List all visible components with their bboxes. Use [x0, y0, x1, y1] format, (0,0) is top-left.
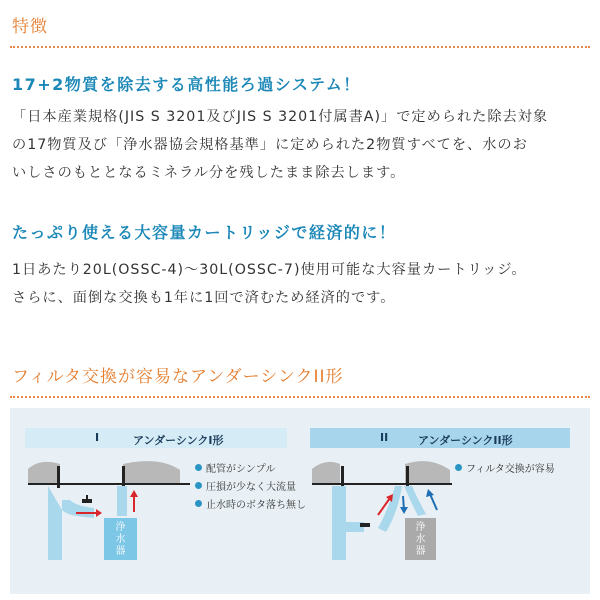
faucet-stem [122, 466, 125, 488]
bullet-item [455, 458, 555, 476]
type2-illustration [312, 461, 452, 560]
sink-basin [312, 462, 340, 483]
faucet-stem [406, 466, 409, 488]
device-char: 水 [115, 534, 126, 545]
device-char: 浄 [415, 522, 426, 533]
device-char: 器 [415, 546, 426, 557]
text-line: 1日あたり20L(OSSC-4)〜30L(OSSC-7)使用可能な大容量カートリッジ。 [12, 262, 527, 278]
type1-label: アンダーシンクI形 [133, 434, 224, 447]
bullet-text: フィルタ交換が容易 [466, 463, 555, 475]
type1-roman: I [95, 431, 100, 444]
sink-basin [28, 462, 60, 483]
text-line: さらに、面倒な交換も1年に1回で済むため経済的です。 [12, 290, 396, 306]
drain-pipe [332, 486, 364, 560]
text-line: いしさのもととなるミネラル分を残したまま除去します。 [12, 165, 406, 181]
faucet-stem [341, 466, 344, 488]
bullet-dot [195, 482, 202, 489]
bullet-dot [195, 500, 202, 507]
text-line: 「日本産業規格(JIS S 3201及びJIS S 3201付属書A)」で定められた除去対象 [12, 109, 549, 125]
type2-roman: II [380, 431, 389, 444]
device-char: 器 [115, 546, 126, 557]
valve-stem [86, 495, 88, 501]
type1-illustration [28, 461, 190, 560]
sink-basin [123, 461, 180, 483]
flow-arrow [430, 494, 437, 510]
feature-heading-filtration: 17+2物質を除去する高性能ろ過システム！ [12, 75, 361, 94]
bullet-dot [455, 464, 462, 471]
device-char: 浄 [115, 522, 126, 533]
bullet-text: 配管がシンプル [206, 463, 276, 475]
flow-arrow-head [400, 507, 408, 514]
flow-arrow-head [130, 490, 138, 497]
supply-pipe [117, 486, 127, 516]
valve [360, 523, 370, 527]
bullet-item [195, 476, 306, 494]
flow-arrow-head [96, 509, 102, 517]
bullet-dot [195, 464, 202, 471]
section-title-undersink: フィルタ交換が容易なアンダーシンクII形 [12, 367, 344, 387]
faucet-stem [57, 466, 60, 488]
type2-bullets [455, 458, 555, 476]
type2-label: アンダーシンクII形 [418, 434, 513, 447]
text-line: の17物質及び「浄水器協会規格基準」に定められた2物質すべてを、水のお [12, 137, 528, 153]
bullet-item [195, 458, 306, 476]
countertop [312, 483, 452, 485]
section-title-features: 特徴 [12, 17, 48, 37]
device-char: 水 [415, 534, 426, 545]
sink-basin [405, 461, 450, 483]
bullet-text: 止水時のボタ落ち無し [206, 499, 306, 511]
countertop [28, 483, 190, 485]
type1-bullets [195, 458, 306, 512]
feature-heading-cartridge: たっぷり使える大容量カートリッジで経済的に！ [12, 223, 397, 242]
bullet-item [195, 494, 306, 512]
flex-hose [404, 486, 426, 516]
bullet-text: 圧損が少なく大流量 [206, 481, 296, 493]
flow-arrow-head [426, 489, 434, 497]
